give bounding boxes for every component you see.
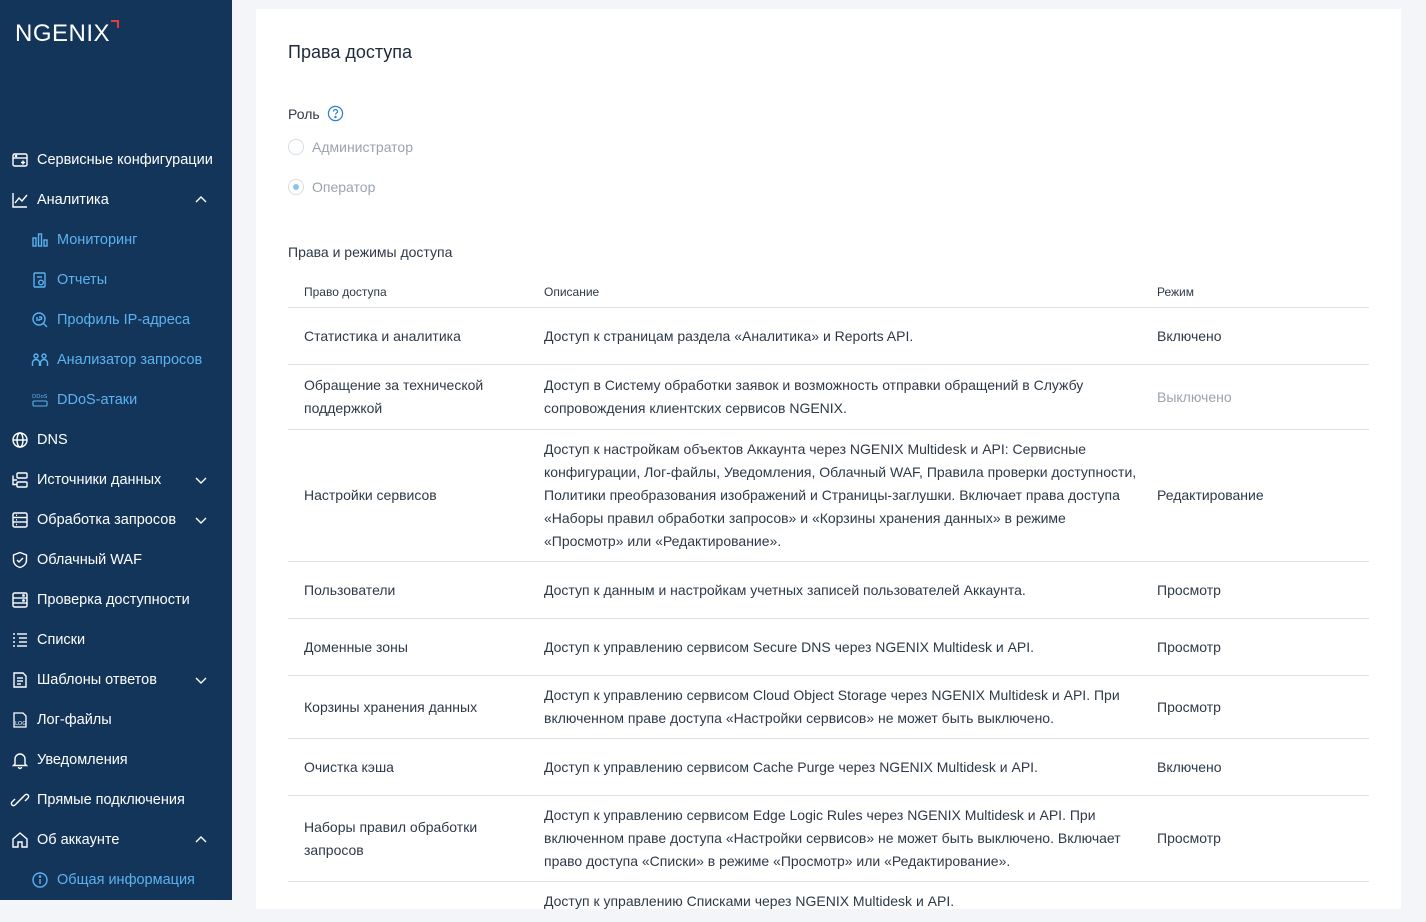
sidebar-item-label: DNS (37, 432, 68, 448)
sidebar-item-label: Обработка запросов (37, 512, 177, 528)
table-row (288, 676, 1369, 739)
sidebar-item-label: Профиль IP-адреса (57, 312, 191, 328)
list-icon (11, 631, 29, 649)
sidebar-item-data-sources[interactable] (0, 460, 232, 500)
radio-circle-selected[interactable] (288, 179, 304, 195)
table-row (288, 308, 1369, 365)
main-panel (256, 9, 1401, 909)
header-description: Описание (544, 285, 600, 299)
row-description: Доступ к управлению сервисом Secure DNS через NGENIX Multidesk и API. (544, 638, 1035, 655)
page-title: Права доступа (288, 42, 413, 62)
section-label: Права и режимы доступа (288, 244, 453, 260)
row-description: Доступ к данным и настройкам учетных записей пользователей Аккаунта. (544, 581, 1026, 598)
row-description: Доступ к управлению сервисом Edge Logic Rules через NGENIX Multidesk и API. При включенном праве доступа «Настройки сервисов» не может быть выключено. Включает право доступа «Списки» в режиме «Просмотр» или «Редактирование». (544, 807, 1121, 869)
sidebar-item-label: Прямые подключения (37, 792, 185, 808)
report-icon (31, 271, 49, 289)
sidebar-item-availability-check[interactable] (0, 580, 232, 620)
sidebar-item-label: Источники данных (37, 472, 162, 488)
row-mode: Включено (1157, 327, 1222, 344)
connection-icon (11, 791, 29, 809)
svg-text:LOG: LOG (15, 721, 27, 727)
sidebar-item-cloud-waf[interactable] (0, 540, 232, 580)
row-description: Доступ к страницам раздела «Аналитика» и Reports API. (544, 327, 914, 344)
sidebar-item-label: Уведомления (37, 752, 128, 768)
sidebar-item-label: Лог-файлы (37, 712, 112, 728)
sidebar-item-label: Аналитика (37, 192, 109, 208)
table-row (288, 796, 1369, 882)
row-mode: Выключено (1157, 388, 1232, 405)
sidebar-item-notifications[interactable] (0, 740, 232, 780)
header-right: Право доступа (304, 285, 387, 299)
shield-icon (11, 551, 29, 569)
table-row (288, 562, 1369, 619)
row-right: Доменные зоны (304, 638, 408, 655)
table-header (288, 277, 1369, 308)
role-label-text: Роль (288, 105, 320, 122)
row-mode: Просмотр (1157, 698, 1221, 715)
radio-dot (293, 184, 299, 190)
sidebar-item-label: Списки (37, 632, 86, 648)
row-mode: Просмотр (1157, 638, 1221, 655)
row-description: Доступ к управлению сервисом Cache Purge через NGENIX Multidesk и API. (544, 758, 1038, 775)
sidebar-item-analytics[interactable] (0, 180, 232, 220)
ddos-icon (31, 391, 49, 409)
row-right: Пользователи (304, 581, 396, 598)
sidebar (0, 0, 232, 900)
row-right: Наборы правил обработки запросов (304, 818, 478, 858)
role-radio-admin[interactable] (288, 139, 413, 155)
log-icon (11, 711, 29, 729)
info-icon (31, 871, 49, 889)
help-icon[interactable] (327, 105, 344, 122)
sidebar-item-dns[interactable] (0, 420, 232, 460)
chart-line-icon (11, 191, 29, 209)
sidebar-item-label: Анализатор запросов (57, 352, 203, 368)
radio-label: Оператор (312, 179, 376, 195)
chevron-down-icon[interactable] (194, 513, 208, 527)
chevron-up-icon[interactable] (194, 193, 208, 207)
row-mode: Включено (1157, 758, 1222, 775)
sidebar-item-request-processing[interactable] (0, 500, 232, 540)
table-row (288, 739, 1369, 796)
server-config-icon (11, 151, 29, 169)
row-mode: Просмотр (1157, 830, 1221, 846)
request-processing-icon (11, 511, 29, 529)
table-row (288, 365, 1369, 430)
sidebar-item-request-analyzer[interactable] (0, 340, 232, 380)
row-mode: Просмотр (1157, 581, 1221, 598)
row-right: Обращение за технической поддержкой (304, 377, 484, 416)
sidebar-item-ddos[interactable] (0, 380, 232, 420)
access-rights-table (288, 277, 1369, 922)
row-right: Очистка кэша (304, 758, 394, 775)
role-radio-operator[interactable] (288, 179, 375, 195)
ip-profile-icon (31, 311, 49, 329)
row-mode: Редактирование (1157, 487, 1264, 503)
sidebar-nav (0, 140, 232, 900)
sidebar-item-label: Сервисные конфигурации (37, 152, 213, 168)
globe-icon (11, 431, 29, 449)
sidebar-item-log-files[interactable] (0, 700, 232, 740)
chevron-up-icon[interactable] (194, 833, 208, 847)
table-row (288, 619, 1369, 676)
sidebar-item-label: Об аккаунте (37, 832, 120, 848)
ngenix-logo[interactable] (15, 20, 119, 48)
logo-text: NGENIX (15, 20, 111, 47)
logo-corner-mark (111, 20, 119, 28)
sidebar-item-label: Шаблоны ответов (37, 672, 157, 688)
sidebar-item-label: Отчеты (57, 272, 108, 288)
bar-chart-icon (31, 231, 49, 249)
sidebar-item-label: DDoS-атаки (57, 392, 138, 408)
request-analyzer-icon (31, 351, 49, 369)
sidebar-item-label: Общая информация (57, 872, 195, 888)
svg-text:DDoS: DDoS (32, 394, 48, 400)
row-description: Доступ к управлению сервисом Cloud Object Storage через NGENIX Multidesk и API. При включенном праве доступа «Настройки сервисов» не может быть выключено. (544, 687, 1120, 726)
sidebar-item-label: Мониторинг (57, 232, 138, 248)
row-description: Доступ в Систему обработки заявок и возможность отправки обращений в Службу сопровождения клиентских сервисов NGENIX. (544, 377, 1084, 416)
header-mode: Режим (1157, 285, 1194, 299)
template-icon (11, 671, 29, 689)
row-right: Корзины хранения данных (304, 698, 478, 715)
home-icon (11, 831, 29, 849)
row-right: Настройки сервисов (304, 487, 437, 503)
sidebar-item-label: Облачный WAF (37, 552, 142, 568)
row-description: Доступ к управлению Списками через NGENIX Multidesk и API. (544, 893, 955, 909)
radio-label: Администратор (312, 139, 414, 155)
sidebar-item-direct-connections[interactable] (0, 780, 232, 820)
sidebar-item-general-info[interactable] (0, 860, 232, 900)
sidebar-item-ip-profile[interactable] (0, 300, 232, 340)
sidebar-item-monitoring[interactable] (0, 220, 232, 260)
sidebar-item-service-configs[interactable] (0, 140, 232, 180)
availability-icon (11, 591, 29, 609)
row-description: Доступ к настройкам объектов Аккаунта через NGENIX Multidesk и API: Сервисные конфигурации, Лог-файлы, Уведомления, Облачный WAF, Правила проверки доступности, Политики преобразования изображений и Страницы-заглушки. Включает права доступа «Наборы правил обработки запросов» и «Корзины хранения данных» в режиме «Просмотр» или «Редактирование». (544, 441, 1137, 549)
sidebar-item-label: Проверка доступности (37, 592, 190, 608)
table-row (288, 430, 1369, 562)
sidebar-item-reports[interactable] (0, 260, 232, 300)
chevron-down-icon[interactable] (194, 673, 208, 687)
radio-circle[interactable] (288, 139, 304, 155)
role-label (288, 105, 344, 122)
sidebar-item-lists[interactable] (0, 620, 232, 660)
sidebar-item-response-templates[interactable] (0, 660, 232, 700)
table-row (288, 882, 1369, 922)
bell-icon (11, 751, 29, 769)
row-right: Статистика и аналитика (304, 327, 461, 344)
sidebar-item-about-account[interactable] (0, 820, 232, 860)
chevron-down-icon[interactable] (194, 473, 208, 487)
data-sources-icon (11, 471, 29, 489)
